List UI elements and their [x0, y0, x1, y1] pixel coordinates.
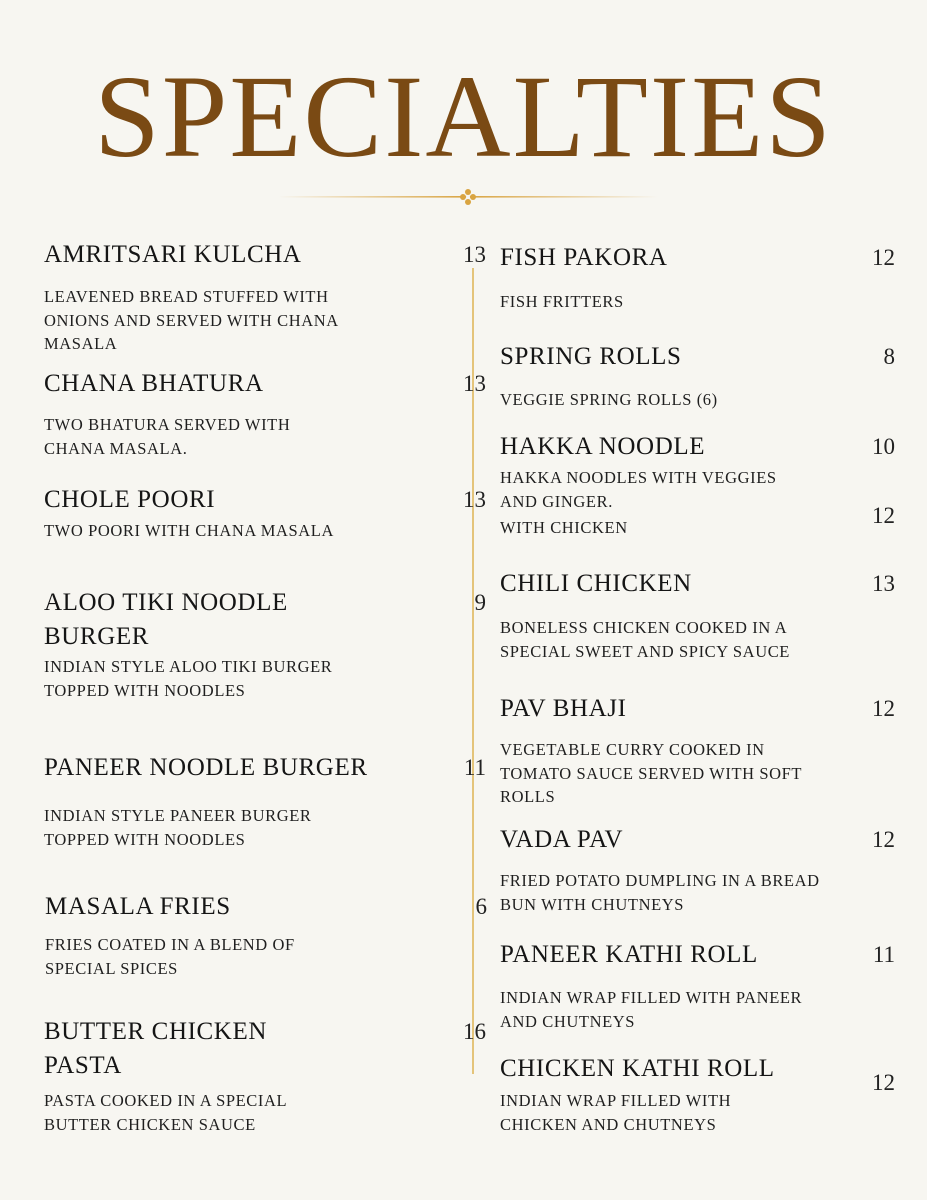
item-price: 13	[463, 242, 486, 267]
item-description: TWO BHATURA SERVED WITH CHANA MASALA.	[44, 415, 291, 458]
item-description: HAKKA NOODLES WITH VEGGIES AND GINGER.	[500, 468, 777, 511]
item-description: INDIAN STYLE ALOO TIKI BURGER TOPPED WITH NOODLES	[44, 657, 333, 700]
item-price: 12	[872, 1070, 895, 1095]
item-price: 11	[872, 942, 895, 967]
item-description: FRIED POTATO DUMPLING IN A BREAD BUN WITH CHUTNEYS	[500, 871, 820, 914]
item-name: SPRING ROLLS	[500, 343, 682, 370]
item-name: BUTTER CHICKEN PASTA	[44, 1018, 267, 1079]
item-name: ALOO TIKI NOODLE BURGER	[44, 589, 288, 650]
item-description: FRIES COATED IN A BLEND OF SPECIAL SPICES	[45, 935, 295, 978]
item-price: 12	[872, 827, 895, 852]
item-description: BONELESS CHICKEN COOKED IN A SPECIAL SWEET AND SPICY SAUCE	[500, 618, 790, 661]
fleuron-divider-icon	[278, 186, 658, 208]
item-description: FISH FRITTERS	[500, 292, 624, 311]
item-description: VEGETABLE CURRY COOKED IN TOMATO SAUCE SERVED WITH SOFT ROLLS	[500, 740, 802, 806]
item-name: CHICKEN KATHI ROLL	[500, 1055, 775, 1082]
item-name: VADA PAV	[500, 826, 624, 853]
item-price: 12	[872, 696, 895, 721]
item-option-price: 12	[872, 503, 895, 528]
item-description: INDIAN STYLE PANEER BURGER TOPPED WITH NOODLES	[44, 806, 312, 849]
item-price: 9	[474, 590, 486, 615]
page-title: SPECIALTIES	[94, 51, 833, 182]
item-price: 8	[883, 344, 895, 369]
item-price: 6	[475, 894, 487, 919]
item-name: MASALA FRIES	[45, 893, 231, 920]
item-name: CHILI CHICKEN	[500, 570, 692, 597]
item-name: PANEER KATHI ROLL	[500, 941, 758, 968]
item-name: CHANA BHATURA	[44, 370, 264, 397]
item-description: TWO POORI WITH CHANA MASALA	[44, 521, 334, 540]
item-description: LEAVENED BREAD STUFFED WITH ONIONS AND SERVED WITH CHANA MASALA	[44, 287, 338, 353]
item-name: CHOLE POORI	[44, 486, 216, 513]
item-price: 13	[463, 487, 486, 512]
item-name: PANEER NOODLE BURGER	[44, 754, 368, 781]
item-name: PAV BHAJI	[500, 695, 627, 722]
item-option: WITH CHICKEN	[500, 518, 628, 537]
item-description: VEGGIE SPRING ROLLS (6)	[500, 390, 718, 409]
item-price: 10	[872, 434, 895, 459]
item-description: INDIAN WRAP FILLED WITH PANEER AND CHUTNEYS	[500, 988, 803, 1031]
item-name: AMRITSARI KULCHA	[44, 241, 302, 268]
item-description: PASTA COOKED IN A SPECIAL BUTTER CHICKEN SAUCE	[44, 1091, 287, 1134]
item-price: 13	[872, 571, 895, 596]
item-name: HAKKA NOODLE	[500, 433, 706, 460]
item-name: FISH PAKORA	[500, 244, 668, 271]
item-price: 16	[463, 1019, 486, 1044]
item-description: INDIAN WRAP FILLED WITH CHICKEN AND CHUTNEYS	[500, 1091, 732, 1134]
item-price: 11	[463, 755, 486, 780]
item-price: 12	[872, 245, 895, 270]
item-price: 13	[463, 371, 486, 396]
